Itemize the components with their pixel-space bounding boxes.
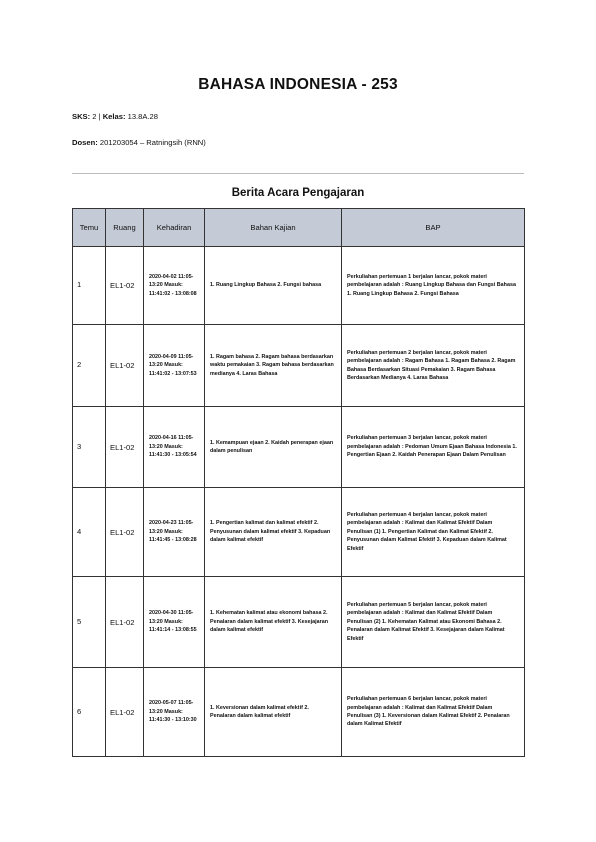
cell-ruang: EL1-02 [106,407,144,488]
cell-bahan-kajian: 1. Keversionan dalam kalimat efektif 2. Penalaran dalam kalimat efektif [205,668,342,757]
cell-kehadiran: 2020-04-16 11:05-13:20 Masuk: 11:41:30 - 13:05:54 [144,407,205,488]
cell-ruang: EL1-02 [106,325,144,407]
cell-temu: 2 [73,325,106,407]
cell-bahan-kajian: 1. Kemampuan ejaan 2. Kaidah penerapan ejaan dalam penulisan [205,407,342,488]
cell-bap: Perkuliahan pertemuan 1 berjalan lancar, pokok materi pembelajaran adalah : Ruang Lingkup Bahasa dan Fungsi Bahasa 1. Ruang Lingkup Bahasa 2. Fungsi Bahasa [342,247,525,325]
table-row [73,488,525,577]
cell-bap: Perkuliahan pertemuan 6 berjalan lancar, pokok materi pembelajaran adalah : Kalimat dan Kalimat Efektif Dalam Penulisan (3) 1. Keversionan dalam Kalimat Efektif 2. Penalaran dalam Kalimat Efektif [342,668,525,757]
cell-bahan-kajian: 1. Pengertian kalimat dan kalimat efektif 2. Penyusunan dalam kalimat efektif 3. Kepaduan dalam kalimat efektif [205,488,342,577]
cell-bap: Perkuliahan pertemuan 4 berjalan lancar, pokok materi pembelajaran adalah : Kalimat dan Kalimat Efektif Dalam Penulisan (1) 1. Pengertian Kalimat dan Kalimat Efektif 2. Penyusunan dalam Kalimat Efektif 3. Kepaduan dalam Kalimat Efektif [342,488,525,577]
sks-label: SKS: [72,112,91,121]
cell-ruang: EL1-02 [106,488,144,577]
kelas-value: 13.8A.28 [125,112,158,121]
course-title: BAHASA INDONESIA - 253 [198,76,398,93]
cell-kehadiran: 2020-04-23 11:05-13:20 Masuk: 11:41:45 - 13:08:28 [144,488,205,577]
dosen-label: Dosen: [72,138,98,147]
cell-ruang: EL1-02 [106,247,144,325]
col-ruang: Ruang [106,209,144,247]
cell-ruang: EL1-02 [106,577,144,668]
kelas-label: Kelas: [102,112,126,121]
cell-bap: Perkuliahan pertemuan 2 berjalan lancar, pokok materi pembelajaran adalah : Ragam Bahasa 1. Ragam Bahasa 2. Ragam Bahasa Berdasarkan Situasi Pemakaian 3. Ragam Bahasa Berdasarkan Medianya 4. Laras Bahasa [342,325,525,407]
cell-temu: 4 [73,488,106,577]
col-temu: Temu [73,209,106,247]
cell-bahan-kajian: 1. Kehematan kalimat atau ekonomi bahasa 2. Penalaran dalam kalimat efektif 3. Kesejajaran dalam kalimat efektif [205,577,342,668]
table-row [73,247,525,325]
dosen-value: 201203054 – Ratningsih (RNN) [97,138,206,147]
section-title: Berita Acara Pengajaran [231,187,365,199]
col-bap: BAP [342,209,525,247]
col-bahan-kajian: Bahan Kajian [205,209,342,247]
sks-kelas-line [72,112,158,121]
cell-bahan-kajian: 1. Ragam bahasa 2. Ragam bahasa berdasarkan waktu pemakaian 3. Ragam bahasa berdasarkan medianya 4. Laras Bahasa [205,325,342,407]
cell-bap: Perkuliahan pertemuan 5 berjalan lancar, pokok materi pembelajaran adalah : Kalimat dan Kalimat Efektif Dalam Penulisan (2) 1. Kehematan Kalimat atau Ekonomi Bahasa 2. Penalaran dalam Kalimat Efektif 3. Kesejajaran dalam Kalimat Efektif [342,577,525,668]
table-row [73,577,525,668]
cell-kehadiran: 2020-04-09 11:05-13:20 Masuk: 11:41:02 - 13:07:53 [144,325,205,407]
bap-table [72,208,525,757]
dosen-line [72,138,206,147]
cell-bap: Perkuliahan pertemuan 3 berjalan lancar, pokok materi pembelajaran adalah : Pedoman Umum Ejaan Bahasa Indonesia 1. Pengertian Ejaan 2. Kaidah Penerapan Ejaan Dalam Penulisan [342,407,525,488]
sks-value: 2 | [90,112,103,121]
cell-temu: 1 [73,247,106,325]
cell-ruang: EL1-02 [106,668,144,757]
cell-bahan-kajian: 1. Ruang Lingkup Bahasa 2. Fungsi bahasa [205,247,342,325]
cell-kehadiran: 2020-05-07 11:05-13:20 Masuk: 11:41:30 - 13:10:30 [144,668,205,757]
divider [72,173,524,174]
cell-temu: 3 [73,407,106,488]
table-header-row [73,209,525,247]
table-row [73,668,525,757]
cell-temu: 5 [73,577,106,668]
table-row [73,325,525,407]
table-row [73,407,525,488]
cell-kehadiran: 2020-04-30 11:05-13:20 Masuk: 11:41:14 - 13:08:55 [144,577,205,668]
cell-temu: 6 [73,668,106,757]
cell-kehadiran: 2020-04-02 11:05-13:20 Masuk: 11:41:02 - 13:08:08 [144,247,205,325]
col-kehadiran: Kehadiran [144,209,205,247]
